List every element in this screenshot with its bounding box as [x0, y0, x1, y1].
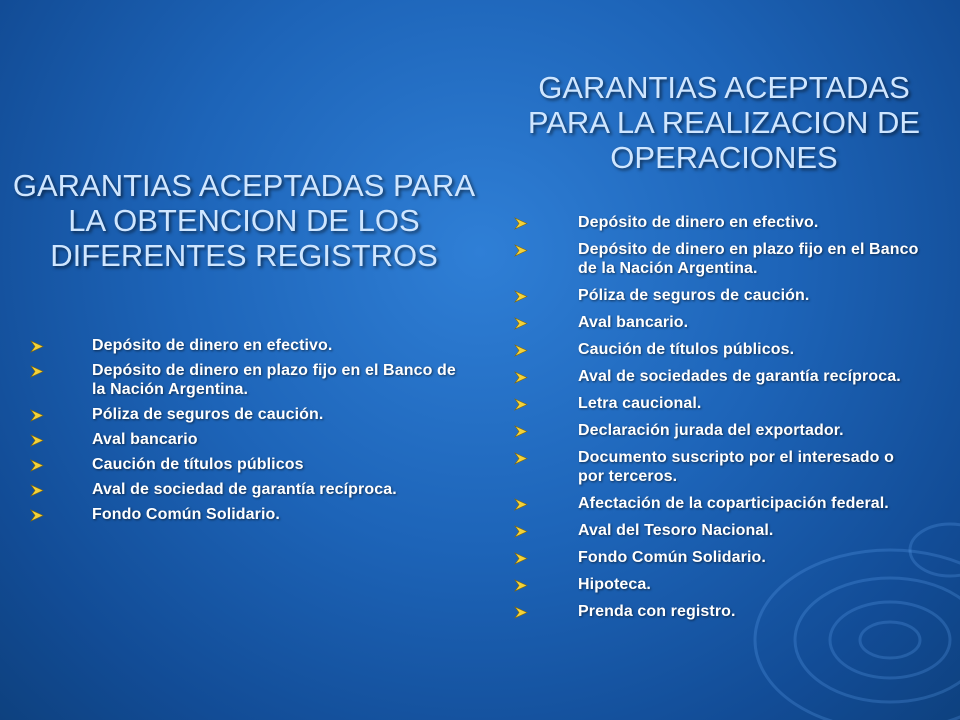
- arrowhead-bullet-icon: [30, 408, 44, 421]
- list-item-text: Aval bancario.: [578, 314, 689, 331]
- list-item-text: Letra caucional.: [578, 395, 702, 412]
- arrowhead-bullet-icon: [30, 433, 44, 446]
- list-item-text: Fondo Común Solidario.: [578, 549, 766, 566]
- list-item-text: Aval de sociedades de garantía recíproca.: [578, 368, 901, 385]
- arrowhead-bullet-icon: [514, 578, 528, 591]
- arrowhead-bullet-icon: [30, 458, 44, 471]
- list-item: [512, 367, 922, 386]
- list-item-text: Póliza de seguros de caución.: [578, 287, 810, 304]
- list-item: [28, 361, 468, 399]
- list-item: [28, 455, 468, 474]
- list-item: [512, 286, 922, 305]
- list-item-text: Póliza de seguros de caución.: [92, 406, 324, 423]
- list-item-text: Aval bancario: [92, 431, 198, 448]
- list-item-text: Hipoteca.: [578, 576, 651, 593]
- right-guarantee-list: [512, 213, 922, 629]
- arrowhead-bullet-icon: [514, 243, 528, 256]
- left-guarantee-list: [28, 336, 468, 530]
- arrowhead-bullet-icon: [30, 339, 44, 352]
- list-item-text: Documento suscripto por el interesado o por terceros.: [578, 449, 894, 485]
- list-item: [512, 448, 922, 486]
- list-item-text: Aval del Tesoro Nacional.: [578, 522, 774, 539]
- list-item: [512, 602, 922, 621]
- list-item-text: Depósito de dinero en efectivo.: [92, 337, 333, 354]
- list-item-text: Afectación de la coparticipación federal.: [578, 495, 889, 512]
- list-item: [28, 336, 468, 355]
- list-item: [28, 430, 468, 449]
- arrowhead-bullet-icon: [514, 397, 528, 410]
- left-section-title: GARANTIAS ACEPTADAS PARA LA OBTENCION DE LOS DIFERENTES REGISTROS: [12, 168, 476, 274]
- arrowhead-bullet-icon: [514, 343, 528, 356]
- list-item: [512, 421, 922, 440]
- arrowhead-bullet-icon: [30, 364, 44, 377]
- arrowhead-bullet-icon: [514, 451, 528, 464]
- list-item: [512, 394, 922, 413]
- list-item-text: Declaración jurada del exportador.: [578, 422, 844, 439]
- list-item-text: Caución de títulos públicos: [92, 456, 304, 473]
- arrowhead-bullet-icon: [514, 605, 528, 618]
- list-item: [512, 548, 922, 567]
- arrowhead-bullet-icon: [514, 524, 528, 537]
- arrowhead-bullet-icon: [514, 216, 528, 229]
- list-item-text: Depósito de dinero en plazo fijo en el Banco de la Nación Argentina.: [578, 241, 919, 277]
- list-item: [512, 575, 922, 594]
- arrowhead-bullet-icon: [514, 370, 528, 383]
- list-item: [28, 480, 468, 499]
- list-item: [512, 240, 922, 278]
- list-item: [28, 405, 468, 424]
- list-item-text: Caución de títulos públicos.: [578, 341, 795, 358]
- list-item: [512, 340, 922, 359]
- arrowhead-bullet-icon: [514, 316, 528, 329]
- list-item-text: Depósito de dinero en efectivo.: [578, 214, 819, 231]
- arrowhead-bullet-icon: [514, 497, 528, 510]
- arrowhead-bullet-icon: [514, 551, 528, 564]
- list-item: [512, 213, 922, 232]
- list-item: [512, 313, 922, 332]
- right-section-title: GARANTIAS ACEPTADAS PARA LA REALIZACION DE OPERACIONES: [527, 70, 921, 176]
- arrowhead-bullet-icon: [30, 508, 44, 521]
- arrowhead-bullet-icon: [30, 483, 44, 496]
- list-item: [28, 505, 468, 524]
- list-item-text: Aval de sociedad de garantía recíproca.: [92, 481, 397, 498]
- list-item-text: Depósito de dinero en plazo fijo en el Banco de la Nación Argentina.: [92, 362, 456, 398]
- list-item: [512, 521, 922, 540]
- list-item: [512, 494, 922, 513]
- arrowhead-bullet-icon: [514, 424, 528, 437]
- arrowhead-bullet-icon: [514, 289, 528, 302]
- list-item-text: Fondo Común Solidario.: [92, 506, 280, 523]
- list-item-text: Prenda con registro.: [578, 603, 736, 620]
